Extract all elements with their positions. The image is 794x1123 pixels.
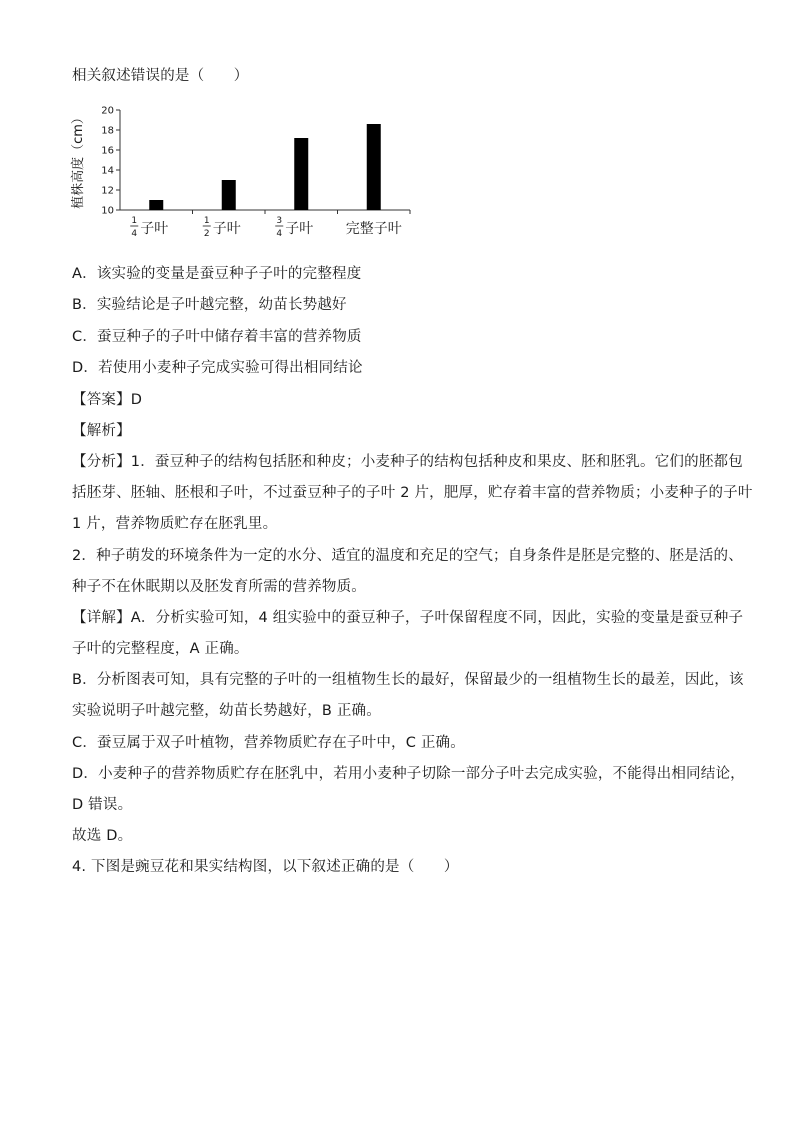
next-question: 4. 下图是豌豆花和果实结构图，以下叙述正确的是（ ） bbox=[72, 859, 459, 875]
detail-line: 【详解】A．分析实验可知，4 组实验中的蚕豆种子，子叶保留程度不同，因此，实验的变量是蚕豆种子 bbox=[72, 610, 744, 626]
question-intro: 相关叙述错误的是（ ） bbox=[72, 68, 249, 84]
analysis-line: 【分析】1．蚕豆种子的结构包括胚和种皮；小麦种子的结构包括种皮和果皮、胚和胚乳。它们的胚都包 bbox=[72, 454, 743, 470]
bar bbox=[149, 200, 163, 210]
x-axis-labels bbox=[130, 210, 410, 239]
bar-chart bbox=[66, 98, 426, 248]
x-label-numerator: 1 bbox=[203, 216, 210, 226]
y-tick-label: 16 bbox=[101, 145, 114, 157]
y-axis-label: 植株高度（cm） bbox=[71, 111, 86, 209]
y-tick-label: 20 bbox=[101, 105, 114, 117]
y-tick-label: 18 bbox=[101, 125, 114, 137]
bars bbox=[149, 124, 381, 210]
x-label-denominator: 4 bbox=[276, 229, 283, 239]
option-a: A．该实验的变量是蚕豆种子子叶的完整程度 bbox=[72, 266, 362, 282]
detail-line: C．蚕豆属于双子叶植物，营养物质贮存在子叶中，C 正确。 bbox=[72, 735, 465, 751]
analysis-line: 种子不在休眠期以及胚发育所需的营养物质。 bbox=[72, 579, 366, 595]
x-label-numerator: 3 bbox=[276, 216, 283, 226]
x-label-suffix: 子叶 bbox=[212, 221, 241, 237]
detail-line: 实验说明子叶越完整，幼苗长势越好，B 正确。 bbox=[72, 703, 381, 719]
answer: 【答案】D bbox=[72, 392, 143, 408]
analysis-title: 【解析】 bbox=[72, 423, 131, 439]
detail-line: D 错误。 bbox=[72, 797, 133, 813]
y-tick-label: 12 bbox=[101, 185, 114, 197]
option-b: B．实验结论是子叶越完整，幼苗长势越好 bbox=[72, 297, 347, 313]
x-label-suffix: 子叶 bbox=[140, 221, 169, 237]
x-label-suffix: 完整子叶 bbox=[345, 221, 402, 237]
bar bbox=[222, 180, 236, 210]
x-label-numerator: 1 bbox=[131, 216, 138, 226]
analysis-line: 1 片，营养物质贮存在胚乳里。 bbox=[72, 516, 278, 532]
detail-line: D．小麦种子的营养物质贮存在胚乳中，若用小麦种子切除一部分子叶去完成实验，不能得出相同结论， bbox=[72, 766, 745, 782]
bar bbox=[367, 124, 381, 210]
y-tick-label: 14 bbox=[101, 165, 114, 177]
detail-line: B．分析图表可知，具有完整的子叶的一组植物生长的最好，保留最少的一组植物生长的最差，因此，该 bbox=[72, 672, 744, 688]
analysis-line: 2．种子萌发的环境条件为一定的水分、适宜的温度和充足的空气；自身条件是胚是完整的、胚是活的、 bbox=[72, 548, 743, 564]
detail-line: 子叶的完整程度，A 正确。 bbox=[72, 641, 249, 657]
analysis-line: 括胚芽、胚轴、胚根和子叶，不过蚕豆种子的子叶 2 片，肥厚，贮存着丰富的营养物质；小麦种子的子叶 bbox=[72, 485, 753, 501]
y-axis bbox=[101, 106, 410, 217]
detail-line: 故选 D。 bbox=[72, 828, 133, 844]
option-d: D．若使用小麦种子完成实验可得出相同结论 bbox=[72, 360, 363, 376]
x-label-denominator: 4 bbox=[131, 229, 138, 239]
x-label-suffix: 子叶 bbox=[285, 221, 314, 237]
option-c: C．蚕豆种子的子叶中储存着丰富的营养物质 bbox=[72, 329, 362, 345]
x-label-denominator: 2 bbox=[203, 229, 210, 239]
y-tick-label: 10 bbox=[101, 205, 114, 217]
bar bbox=[294, 138, 308, 210]
